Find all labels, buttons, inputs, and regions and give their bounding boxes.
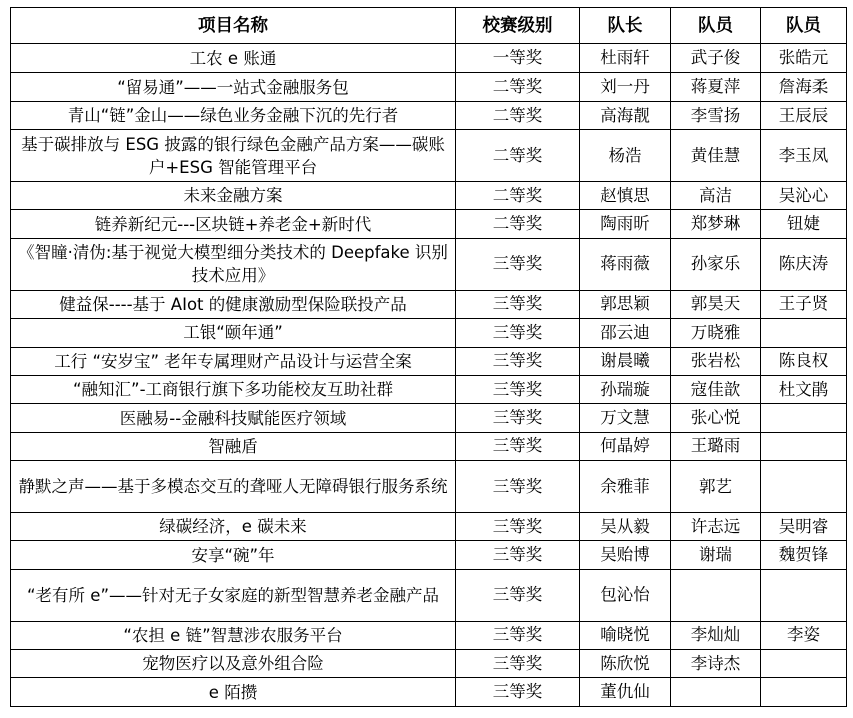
table-row	[11, 210, 847, 238]
project-cell: 青山“链”金山——绿色业务金融下沉的先行者	[11, 101, 456, 129]
captain-cell: 杨浩	[580, 130, 671, 182]
member-1-cell: 寇佳歆	[671, 375, 761, 403]
member-1-cell: 蒋夏萍	[671, 73, 761, 101]
awards-table	[10, 7, 847, 707]
member-1-cell: 郭艺	[671, 461, 761, 513]
member-2-cell: 陈庆涛	[761, 238, 847, 290]
member-1-cell: 郭昊天	[671, 290, 761, 318]
member-2-cell	[761, 649, 847, 677]
member-1-cell: 万晓雅	[671, 319, 761, 347]
member-2-cell: 王辰辰	[761, 101, 847, 129]
level-cell: 三等奖	[456, 432, 580, 460]
captain-cell: 杜雨轩	[580, 44, 671, 73]
captain-cell: 蒋雨薇	[580, 238, 671, 290]
level-cell: 三等奖	[456, 347, 580, 375]
table-row	[11, 130, 847, 182]
level-cell: 二等奖	[456, 101, 580, 129]
table-row	[11, 569, 847, 621]
project-cell: 《智瞳·清伪:基于视觉大模型细分类技术的 Deepfake 识别技术应用》	[11, 238, 456, 290]
captain-cell: 喻晓悦	[580, 621, 671, 649]
captain-cell: 董仇仙	[580, 678, 671, 707]
member-2-cell: 詹海柔	[761, 73, 847, 101]
project-cell: 健益保----基于 AIot 的健康激励型保险联投产品	[11, 290, 456, 318]
captain-cell: 邵云迪	[580, 319, 671, 347]
captain-cell: 刘一丹	[580, 73, 671, 101]
project-cell: “留易通”——一站式金融服务包	[11, 73, 456, 101]
table-row	[11, 678, 847, 707]
captain-cell: 何晶婷	[580, 432, 671, 460]
member-2-cell: 张皓元	[761, 44, 847, 73]
table-row	[11, 238, 847, 290]
table-row	[11, 461, 847, 513]
captain-cell: 高海靓	[580, 101, 671, 129]
member-1-cell: 李雪扬	[671, 101, 761, 129]
table-row	[11, 621, 847, 649]
level-cell: 三等奖	[456, 569, 580, 621]
project-cell: 工银“颐年通”	[11, 319, 456, 347]
member-2-cell: 魏贺锋	[761, 541, 847, 569]
member-2-cell: 吴明睿	[761, 512, 847, 540]
member-1-cell: 孙家乐	[671, 238, 761, 290]
member-1-cell: 黄佳慧	[671, 130, 761, 182]
table-body	[11, 44, 847, 707]
member-2-cell	[761, 569, 847, 621]
member-1-cell: 李诗杰	[671, 649, 761, 677]
member-1-cell: 许志远	[671, 512, 761, 540]
table-row	[11, 319, 847, 347]
header-member-2: 队员	[761, 8, 847, 44]
level-cell: 二等奖	[456, 210, 580, 238]
member-1-cell: 谢瑞	[671, 541, 761, 569]
member-1-cell: 王璐雨	[671, 432, 761, 460]
captain-cell: 吴从毅	[580, 512, 671, 540]
level-cell: 二等奖	[456, 130, 580, 182]
member-2-cell	[761, 461, 847, 513]
project-cell: 基于碳排放与 ESG 披露的银行绿色金融产品方案——碳账户+ESG 智能管理平台	[11, 130, 456, 182]
member-1-cell: 张岩松	[671, 347, 761, 375]
level-cell: 三等奖	[456, 375, 580, 403]
captain-cell: 陈欣悦	[580, 649, 671, 677]
captain-cell: 郭思颖	[580, 290, 671, 318]
captain-cell: 孙瑞璇	[580, 375, 671, 403]
member-1-cell: 张心悦	[671, 404, 761, 432]
table-row	[11, 347, 847, 375]
captain-cell: 包沁怡	[580, 569, 671, 621]
member-2-cell	[761, 678, 847, 707]
member-1-cell: 武子俊	[671, 44, 761, 73]
project-cell: “农担 e 链”智慧涉农服务平台	[11, 621, 456, 649]
captain-cell: 陶雨昕	[580, 210, 671, 238]
member-2-cell	[761, 432, 847, 460]
header-award-level: 校赛级别	[456, 8, 580, 44]
level-cell: 三等奖	[456, 541, 580, 569]
member-1-cell: 郑梦琳	[671, 210, 761, 238]
level-cell: 二等奖	[456, 182, 580, 210]
captain-cell: 赵慎思	[580, 182, 671, 210]
member-2-cell: 李姿	[761, 621, 847, 649]
member-2-cell: 杜文鹃	[761, 375, 847, 403]
table-row	[11, 44, 847, 73]
level-cell: 三等奖	[456, 512, 580, 540]
project-cell: 链养新纪元---区块链+养老金+新时代	[11, 210, 456, 238]
member-2-cell: 吴沁心	[761, 182, 847, 210]
member-2-cell: 陈良权	[761, 347, 847, 375]
captain-cell: 余雅菲	[580, 461, 671, 513]
project-cell: 静默之声——基于多模态交互的聋哑人无障碍银行服务系统	[11, 461, 456, 513]
project-cell: “老有所 e”——针对无子女家庭的新型智慧养老金融产品	[11, 569, 456, 621]
member-1-cell: 李灿灿	[671, 621, 761, 649]
project-cell: 绿碳经济，e 碳未来	[11, 512, 456, 540]
project-cell: 未来金融方案	[11, 182, 456, 210]
header-member-1: 队员	[671, 8, 761, 44]
level-cell: 三等奖	[456, 678, 580, 707]
level-cell: 三等奖	[456, 290, 580, 318]
table-row	[11, 375, 847, 403]
project-cell: 智融盾	[11, 432, 456, 460]
table-row	[11, 290, 847, 318]
level-cell: 三等奖	[456, 621, 580, 649]
level-cell: 三等奖	[456, 319, 580, 347]
table-row	[11, 101, 847, 129]
member-1-cell	[671, 569, 761, 621]
member-2-cell	[761, 319, 847, 347]
table-row	[11, 649, 847, 677]
level-cell: 一等奖	[456, 44, 580, 73]
member-2-cell: 王子贤	[761, 290, 847, 318]
header-project-name: 项目名称	[11, 8, 456, 44]
member-2-cell	[761, 404, 847, 432]
level-cell: 三等奖	[456, 649, 580, 677]
table-row	[11, 541, 847, 569]
table-row	[11, 404, 847, 432]
member-1-cell	[671, 678, 761, 707]
member-2-cell: 钮婕	[761, 210, 847, 238]
member-1-cell: 高洁	[671, 182, 761, 210]
project-cell: 工农 e 账通	[11, 44, 456, 73]
header-row	[11, 8, 847, 44]
captain-cell: 吴贻博	[580, 541, 671, 569]
member-2-cell: 李玉凤	[761, 130, 847, 182]
level-cell: 三等奖	[456, 238, 580, 290]
project-cell: e 陌攒	[11, 678, 456, 707]
project-cell: 医融易--金融科技赋能医疗领域	[11, 404, 456, 432]
table-row	[11, 73, 847, 101]
table-row	[11, 432, 847, 460]
table-row	[11, 512, 847, 540]
project-cell: 工行 “安岁宝” 老年专属理财产品设计与运营全案	[11, 347, 456, 375]
project-cell: “融知汇”-工商银行旗下多功能校友互助社群	[11, 375, 456, 403]
table-row	[11, 182, 847, 210]
level-cell: 三等奖	[456, 404, 580, 432]
header-captain: 队长	[580, 8, 671, 44]
captain-cell: 谢晨曦	[580, 347, 671, 375]
level-cell: 二等奖	[456, 73, 580, 101]
captain-cell: 万文慧	[580, 404, 671, 432]
project-cell: 安享“碗”年	[11, 541, 456, 569]
level-cell: 三等奖	[456, 461, 580, 513]
project-cell: 宠物医疗以及意外组合险	[11, 649, 456, 677]
